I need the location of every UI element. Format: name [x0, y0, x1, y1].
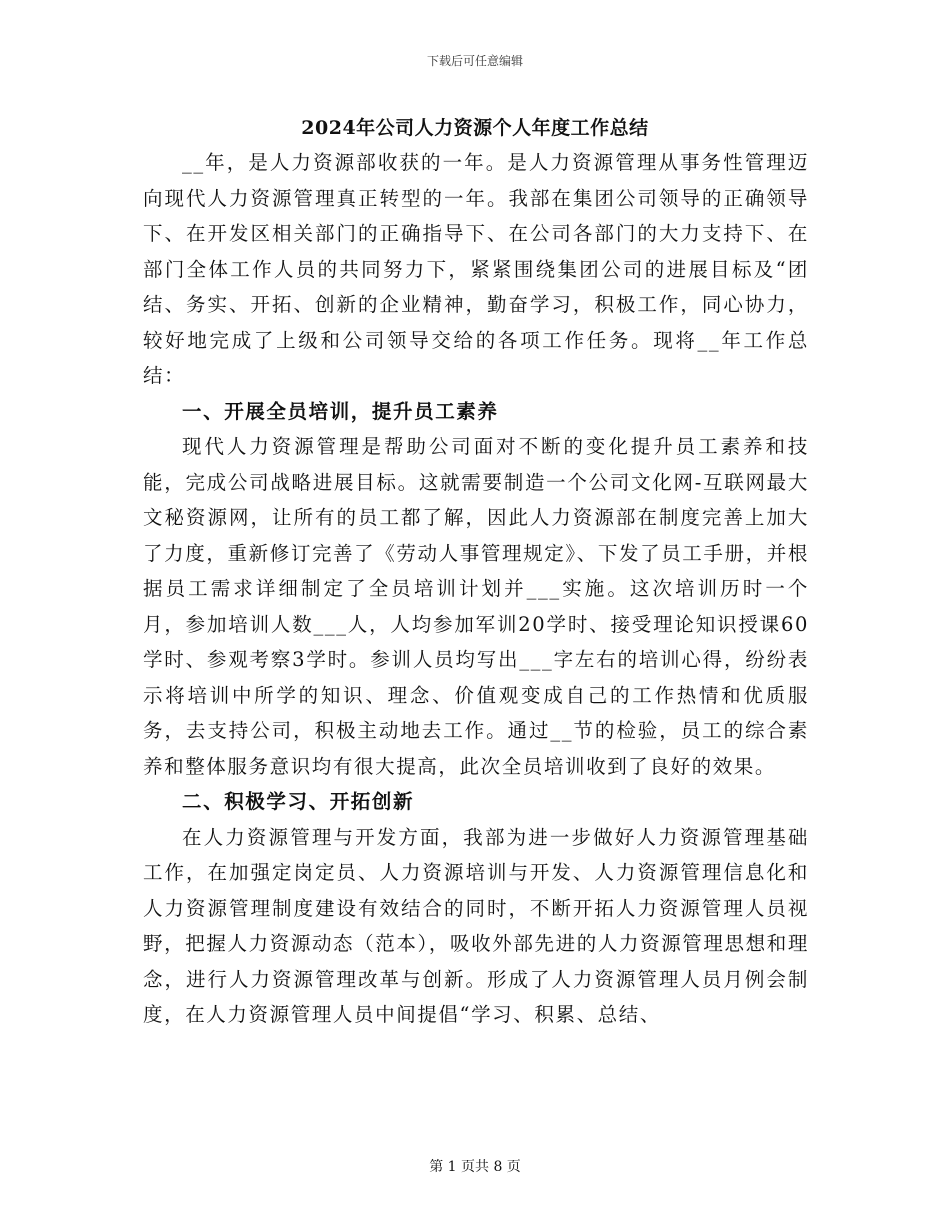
section-body-training: 现代人力资源管理是帮助公司面对不断的变化提升员工素养和技能，完成公司战略进展目标。这就需要制造一个公司文化网-互联网最大文秘资源网，让所有的员工都了解，因此人力资源部在制度完善上加大了力度，重新修订完善了《劳动人事管理规定》、下发了员工手册，并根据员工需求详细制定了全员培训计划并___实施。这次培训历时一个月，参加培训人数___人，人均参加军训20学时、接受理论知识授课60学时、参观考察3学时。参训人员均写出___字左右的培训心得，纷纷表示将培训中所学的知识、理念、价值观变成自己的工作热情和优质服务，去支持公司，积极主动地去工作。通过__节的检验，员工的综合素养和整体服务意识均有很大提高，此次全员培训收到了良好的效果。 — [143, 435, 809, 778]
page-number-footer: 第 1 页共 8 页 — [429, 1159, 521, 1175]
section-body-innovation: 在人力资源管理与开发方面，我部为进一步做好人力资源管理基础工作，在加强定岗定员、人力资源培训与开发、人力资源管理信息化和人力资源管理制度建设有效结合的同时，不断开拓人力资源管理人员视野，把握人力资源动态（范本），吸收外部先进的人力资源管理思想和理念，进行人力资源管理改革与创新。形成了人力资源管理人员月例会制度，在人力资源管理人员中间提倡“学习、积累、总结、 — [143, 825, 809, 1026]
header-note: 下载后可任意编辑 — [426, 54, 523, 68]
document-body — [143, 145, 809, 1033]
section-heading-innovation: 二、积极学习、开拓创新 — [182, 790, 415, 813]
section-heading-training: 一、开展全员培训，提升员工素养 — [182, 399, 499, 423]
intro-paragraph: __年，是人力资源部收获的一年。是人力资源管理从事务性管理迈向现代人力资源管理真正转型的一年。我部在集团公司领导的正确领导下、在开发区相关部门的正确指导下、在公司各部门的大力支持下、在部门全体工作人员的共同努力下，紧紧围绕集团公司的进展目标及“团结、务实、开拓、创新的企业精神，勤奋学习，积极工作，同心协力，较好地完成了上级和公司领导交给的各项工作任务。现将__年工作总结： — [143, 151, 809, 387]
document-title: 2024年公司人力资源个人年度工作总结 — [301, 117, 649, 139]
